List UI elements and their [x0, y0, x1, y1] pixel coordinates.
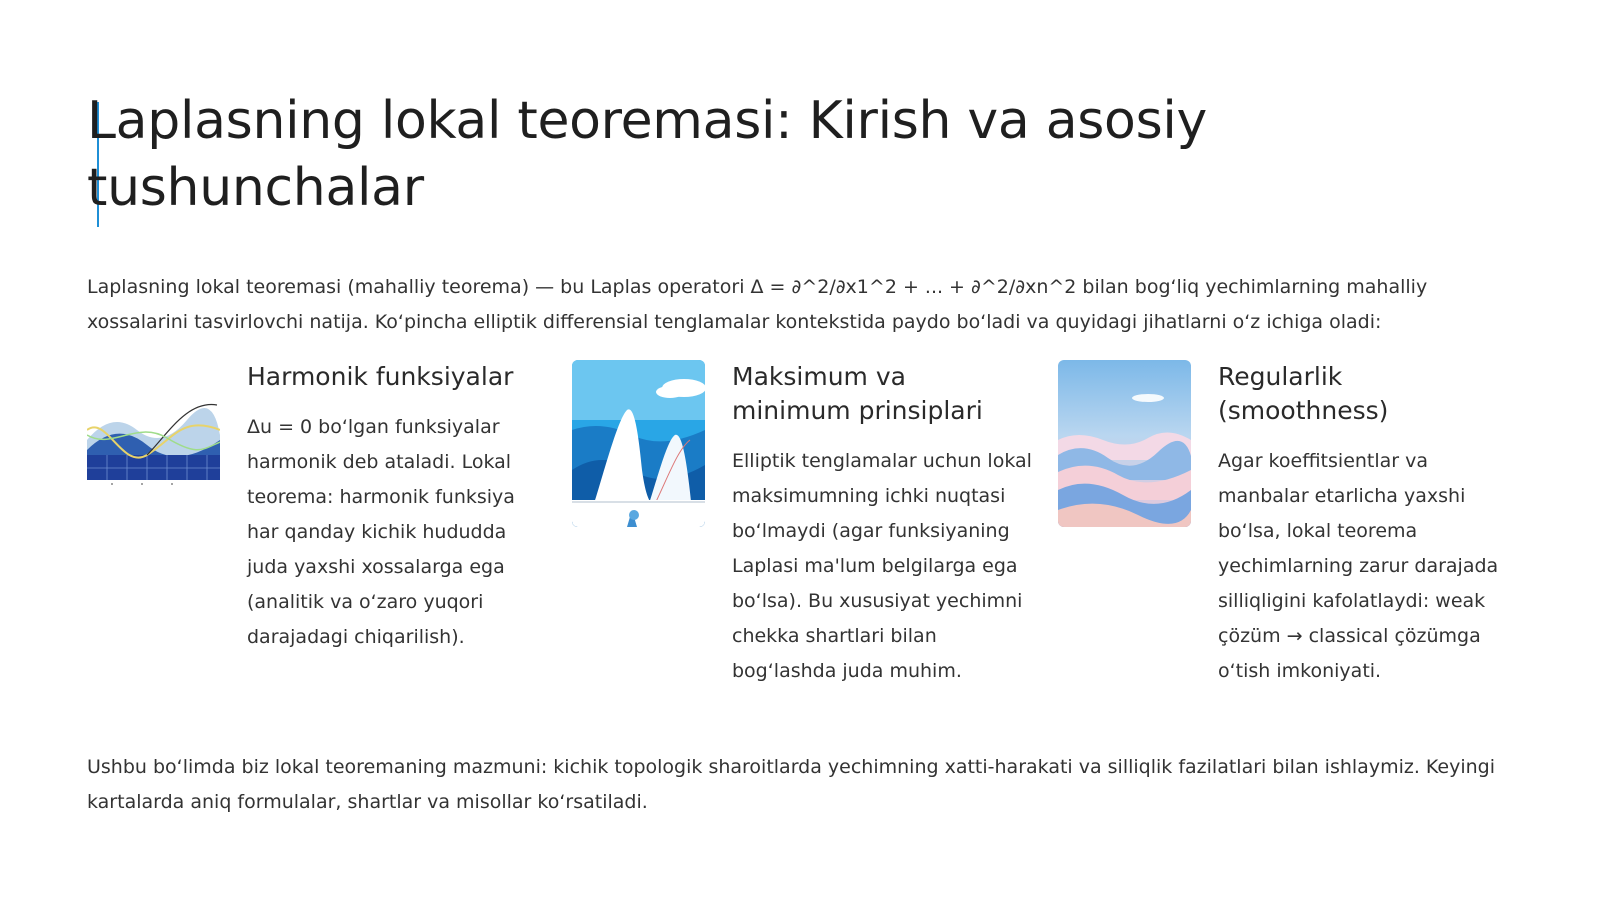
cloud-dunes-illustration: [1058, 360, 1191, 527]
card-heading: Maksimum va minimum prinsiplari: [732, 362, 983, 425]
mountain-peaks-illustration: [572, 360, 705, 527]
card-heading: Harmonik funksiyalar: [247, 362, 514, 391]
card-text: Agar koeffitsientlar va manbalar etarlicha yaxshi bo‘lsa, lokal teorema yechimlarning zarur darajada silliqligini kafolatlaydi: weak çözüm → classical çözümga o‘tish imkoniyati.: [1218, 450, 1499, 682]
card-body: [732, 360, 1032, 689]
page-title: Laplasning lokal teoremasi: Kirish va asosiy tushunchalar: [87, 91, 1207, 218]
card-text: Δu = 0 bo‘lgan funksiyalar harmonik deb ataladi. Lokal teorema: harmonik funksiya har qanday kichik hududda juda yaxshi xossalarga ega (analitik va o‘zaro yuqori darajadagi chiqarilish).: [247, 416, 515, 648]
card-heading: Regularlik (smoothness): [1218, 362, 1389, 425]
wave-graph-illustration: [87, 360, 220, 527]
outro-paragraph: Ushbu bo‘limda biz lokal teoremaning mazmuni: kichik topologik sharoitlarda yechimning xatti-harakati va silliqlik fazilatlari bilan ishlaymiz. Keyingi kartalarda aniq formulalar, shartlar va misollar ko‘rsatiladi.: [87, 756, 1496, 813]
card-body: [247, 360, 547, 655]
intro-paragraph: Laplasning lokal teoremasi (mahalliy teorema) — bu Laplas operatori Δ = ∂^2/∂x1^2 + ... + ∂^2/∂xn^2 bilan bog‘liq yechimlarning mahalliy xossalarini tasvirlovchi natija. Ko‘pincha elliptik differensial tenglamalar kontekstida paydo bo‘ladi va quyidagi jihatlarni o‘z ichiga oladi:: [87, 276, 1428, 333]
card-text: Elliptik tenglamalar uchun lokal maksimumning ichki nuqtasi bo‘lmaydi (agar funksiyaning Laplasi ma'lum belgilarga ega bo‘lsa). Bu xususiyat yechimni chekka shartlari bilan bog‘lashda juda muhim.: [732, 450, 1032, 682]
card-body: [1218, 360, 1518, 689]
